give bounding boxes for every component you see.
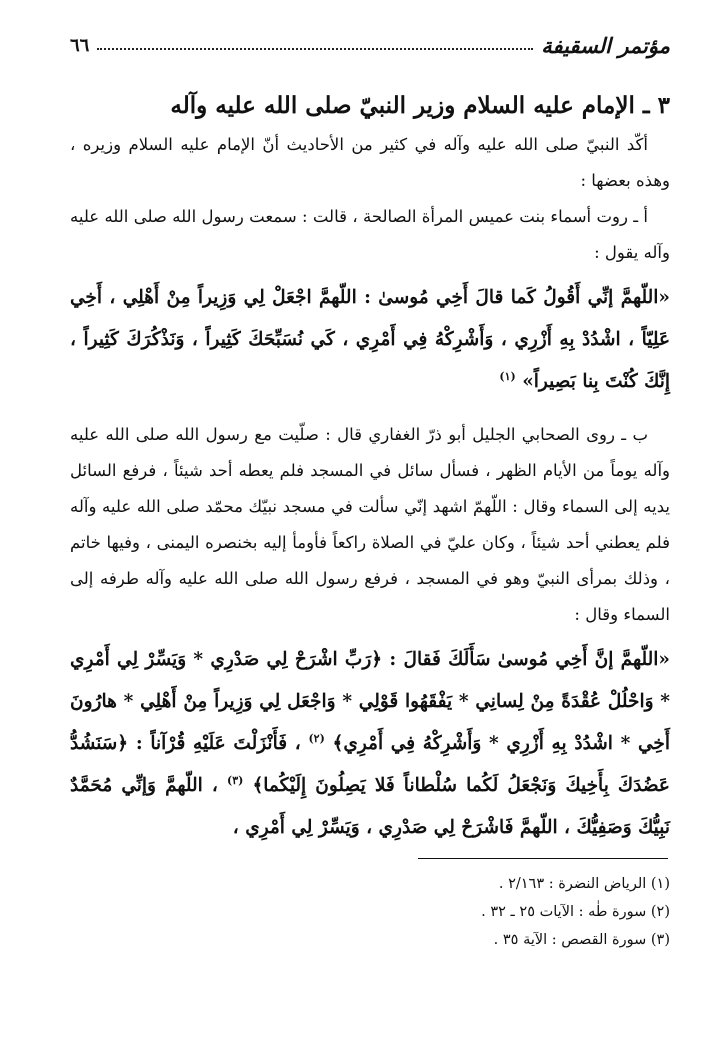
section-heading: ٣ ـ الإمام عليه السلام وزير النبيّ صلى الله عليه وآله bbox=[170, 92, 670, 119]
footnote-2: (٢) سورة طٰه : الآيات ٢٥ ـ ٣٢ . bbox=[481, 904, 670, 920]
dotted-leader bbox=[97, 48, 533, 50]
page-number: ٦٦ bbox=[70, 34, 90, 56]
running-header bbox=[70, 28, 670, 62]
book-title: مؤتمر السقيفة bbox=[541, 32, 670, 58]
footnote-3: (٣) سورة القصص : الآية ٣٥ . bbox=[493, 932, 670, 948]
intro-paragraph: أكّد النبيّ صلى الله عليه وآله في كثير من الأحاديث أنّ الإمام عليه السلام وزيره ، وهذه بعضها : bbox=[70, 135, 670, 190]
hadith-quote-2-part1: «اللّهمَّ إنَّ أَخِي مُوسىٰ سَأَلَكَ فَقالَ : ﴿رَبِّ اشْرَحْ لِي صَدْرِي * وَيَسِّرْ لِي أَمْرِي * وَاحْلُلْ عُقْدَةً مِنْ لِسانِي * يَفْقَهُوا قَوْلِي * وَاجْعَل لِي وَزِيراً مِنْ أَهْلِي * هارُونَ أَخِي * اشْدُدْ بِهِ أَزْرِي * وَأَشْرِكْهُ فِي أَمْرِي﴾ bbox=[70, 649, 670, 754]
hadith-quote-2-part2: ، فَأَنْزَلْتَ عَلَيْهِ قُرْآناً : ﴿سَنَشُدُّ عَضُدَكَ بِأَخِيكَ وَنَجْعَلُ لَكُما سُلْطاناً فَلا يَصِلُونَ إِلَيْكُما﴾ bbox=[70, 733, 670, 796]
hadith-quote-1-text: «اللّهمَّ إنِّي أَقُولُ كَما قالَ أَخِي مُوسىٰ : اللّهمَّ اجْعَلْ لِي وَزِيراً مِنْ أَهْلِي ، أَخِي عَلِيّاً ، اشْدُدْ بِهِ أَزْرِي ، وَأَشْرِكْهُ فِي أَمْرِي ، كَي نُسَبِّحَكَ كَثِيراً ، وَنَذْكُرَكَ كَثِيراً ، إِنَّكَ كُنْتَ بِنا بَصِيراً» bbox=[70, 287, 670, 392]
hadith-quote-2-part3: ، اللّهمَّ وَإنِّي مُحَمَّدٌ نَبِيُّكَ وَصَفِيُّكَ ، اللّهمَّ فَاشْرَحْ لِي صَدْرِي ، وَيَسِّرْ لِي أَمْرِي ، bbox=[70, 775, 670, 838]
page-body bbox=[70, 92, 670, 855]
footnote-ref-3: (٣) bbox=[226, 773, 244, 787]
footnote-ref-1: (١) bbox=[499, 369, 516, 383]
footnote-separator bbox=[418, 858, 668, 859]
footnotes bbox=[70, 870, 670, 954]
point-a-paragraph: أ ـ روت أسماء بنت عميس المرأة الصالحة ، قالت : سمعت رسول الله صلى الله عليه وآله يقول : bbox=[70, 207, 670, 262]
hadith-quote-2 bbox=[70, 639, 670, 849]
footnote-1: (١) الرياض النضرة : ٢/١٦٣ . bbox=[498, 876, 670, 892]
hadith-quote-1 bbox=[70, 277, 670, 403]
point-b-paragraph: ب ـ روى الصحابي الجليل أبو ذرّ الغفاري قال : صلّيت مع رسول الله صلى الله عليه وآله يوماً من الأيام الظهر ، فسأل سائل في المسجد فلم يعطه أحد شيئاً ، فرفع السائل يديه إلى السماء وقال : اللّهمّ اشهد إنّي سألت في مسجد نبيّك محمّد صلى الله عليه وآله فلم يعطني أحد شيئاً ، وكان عليّ في الصلاة راكعاً فأومأ إليه بخنصره اليمنى ، وفيها خاتم ، وذلك بمرأى النبيّ وهو في المسجد ، فرفع رسول الله صلى الله عليه وآله طرفه إلى السماء وقال : bbox=[70, 425, 670, 624]
footnote-ref-2: (٢) bbox=[308, 731, 325, 745]
